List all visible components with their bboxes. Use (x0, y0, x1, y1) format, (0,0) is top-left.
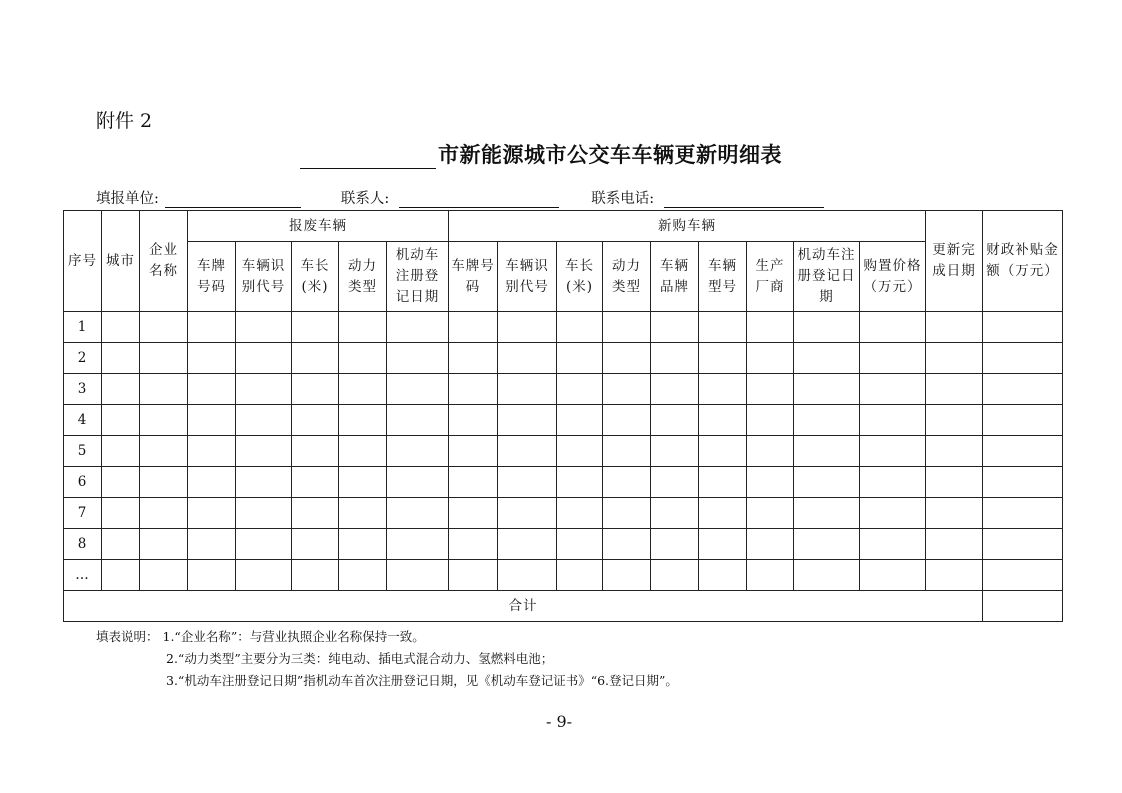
row-number: … (64, 560, 102, 591)
header-new-length: 车长(米) (557, 242, 603, 312)
header-update-date: 更新完成日期 (926, 211, 983, 312)
table-cell[interactable] (651, 405, 699, 436)
table-cell[interactable] (860, 312, 926, 343)
table-row (64, 374, 1063, 405)
row-number: 2 (64, 343, 102, 374)
table-cell[interactable] (498, 374, 557, 405)
table-cell[interactable] (557, 498, 603, 529)
table-cell[interactable] (102, 498, 140, 529)
table-cell[interactable] (699, 374, 747, 405)
table-cell[interactable] (699, 498, 747, 529)
note-item-3: 3.“机动车注册登记日期”指机动车首次注册登记日期，见《机动车登记证书》“6.登记日期”。 (166, 673, 678, 688)
table-cell[interactable] (449, 405, 498, 436)
table-cell[interactable] (449, 436, 498, 467)
header-scrapped-plate: 车牌号码 (188, 242, 236, 312)
table-cell[interactable] (926, 343, 983, 374)
table-cell[interactable] (603, 436, 651, 467)
table-cell[interactable] (449, 343, 498, 374)
table-cell[interactable] (387, 467, 449, 498)
table-cell[interactable] (498, 436, 557, 467)
table-cell[interactable] (102, 467, 140, 498)
table-cell[interactable] (699, 529, 747, 560)
table-cell[interactable] (339, 312, 387, 343)
table-cell[interactable] (860, 436, 926, 467)
document-title (300, 139, 782, 169)
table-cell[interactable] (387, 343, 449, 374)
table-cell[interactable] (339, 374, 387, 405)
table-cell[interactable] (603, 498, 651, 529)
table-cell[interactable] (449, 374, 498, 405)
table-cell[interactable] (699, 436, 747, 467)
table-cell[interactable] (926, 405, 983, 436)
header-scrapped-length: 车长(米) (292, 242, 339, 312)
table-cell[interactable] (292, 467, 339, 498)
table-cell[interactable] (794, 560, 860, 591)
table-cell[interactable] (292, 312, 339, 343)
table-cell[interactable] (860, 467, 926, 498)
table-cell[interactable] (699, 467, 747, 498)
table-cell[interactable] (339, 343, 387, 374)
header-new-model: 车辆型号 (699, 242, 747, 312)
table-cell[interactable] (498, 498, 557, 529)
table-cell[interactable] (188, 374, 236, 405)
table-cell[interactable] (603, 560, 651, 591)
table-row (64, 467, 1063, 498)
title-blank-line (300, 142, 436, 169)
vehicle-update-table (63, 210, 1063, 622)
table-cell[interactable] (292, 560, 339, 591)
table-cell[interactable] (651, 498, 699, 529)
header-subsidy: 财政补贴金额（万元） (983, 211, 1063, 312)
table-cell[interactable] (983, 405, 1063, 436)
table-cell[interactable] (188, 436, 236, 467)
table-cell[interactable] (747, 436, 794, 467)
table-cell[interactable] (102, 405, 140, 436)
table-cell[interactable] (699, 312, 747, 343)
table-cell[interactable] (188, 467, 236, 498)
table-cell[interactable] (983, 498, 1063, 529)
table-cell[interactable] (387, 374, 449, 405)
table-cell[interactable] (860, 343, 926, 374)
table-cell[interactable] (557, 343, 603, 374)
table-cell[interactable] (557, 436, 603, 467)
table-cell[interactable] (926, 374, 983, 405)
header-scrapped-vin: 车辆识别代号 (236, 242, 292, 312)
table-cell[interactable] (449, 560, 498, 591)
table-row (64, 312, 1063, 343)
table-cell[interactable] (140, 343, 188, 374)
page-number: - 9- (546, 712, 573, 731)
contact-label: 联系人: (340, 191, 390, 207)
table-cell[interactable] (747, 312, 794, 343)
table-cell[interactable] (140, 467, 188, 498)
table-cell[interactable] (292, 405, 339, 436)
table-cell[interactable] (926, 436, 983, 467)
table-cell[interactable] (860, 374, 926, 405)
table-cell[interactable] (102, 343, 140, 374)
note-item-1: 1.“企业名称”：与营业执照企业名称保持一致。 (162, 629, 425, 644)
table-cell[interactable] (983, 560, 1063, 591)
table-cell[interactable] (603, 343, 651, 374)
table-cell[interactable] (140, 498, 188, 529)
table-cell[interactable] (339, 405, 387, 436)
row-number: 6 (64, 467, 102, 498)
table-cell[interactable] (498, 560, 557, 591)
table-cell[interactable] (140, 405, 188, 436)
row-number: 5 (64, 436, 102, 467)
table-cell[interactable] (188, 498, 236, 529)
table-cell[interactable] (449, 312, 498, 343)
unit-input[interactable] (165, 191, 301, 208)
table-cell[interactable] (699, 560, 747, 591)
table-cell[interactable] (794, 343, 860, 374)
table-cell[interactable] (339, 560, 387, 591)
table-cell[interactable] (926, 498, 983, 529)
header-group-scrapped: 报废车辆 (188, 211, 449, 242)
table-cell[interactable] (498, 312, 557, 343)
table-cell[interactable] (236, 405, 292, 436)
table-cell[interactable] (449, 529, 498, 560)
table-cell[interactable] (140, 374, 188, 405)
table-cell[interactable] (651, 560, 699, 591)
table-cell[interactable] (339, 436, 387, 467)
notes-prefix: 填表说明： (96, 629, 159, 644)
table-cell[interactable] (926, 560, 983, 591)
table-cell[interactable] (651, 529, 699, 560)
table-cell[interactable] (236, 467, 292, 498)
table-cell[interactable] (387, 312, 449, 343)
table-cell[interactable] (339, 467, 387, 498)
table-cell[interactable] (387, 498, 449, 529)
table-cell[interactable] (983, 467, 1063, 498)
table-cell[interactable] (387, 560, 449, 591)
table-cell[interactable] (140, 560, 188, 591)
table-cell[interactable] (449, 467, 498, 498)
table-cell[interactable] (292, 374, 339, 405)
attachment-label: 附件 2 (96, 110, 153, 132)
phone-input[interactable] (664, 191, 824, 208)
table-cell[interactable] (983, 343, 1063, 374)
table-cell[interactable] (387, 529, 449, 560)
table-cell[interactable] (926, 467, 983, 498)
table-cell[interactable] (747, 405, 794, 436)
table-cell[interactable] (498, 343, 557, 374)
table-cell[interactable] (603, 312, 651, 343)
table-cell[interactable] (794, 467, 860, 498)
header-new-plate: 车牌号码 (449, 242, 498, 312)
row-number: 1 (64, 312, 102, 343)
table-cell[interactable] (747, 529, 794, 560)
table-cell[interactable] (794, 374, 860, 405)
header-city: 城市 (102, 211, 140, 312)
row-number: 4 (64, 405, 102, 436)
table-cell[interactable] (236, 529, 292, 560)
table-cell[interactable] (603, 529, 651, 560)
header-seq: 序号 (64, 211, 102, 312)
table-row (64, 498, 1063, 529)
header-new-vin: 车辆识别代号 (498, 242, 557, 312)
table-cell[interactable] (140, 312, 188, 343)
unit-label: 填报单位: (96, 191, 159, 207)
table-cell[interactable] (747, 498, 794, 529)
table-row (64, 560, 1063, 591)
table-row (64, 436, 1063, 467)
fill-in-fields (96, 187, 824, 208)
table-cell[interactable] (449, 498, 498, 529)
table-cell[interactable] (651, 343, 699, 374)
table-cell[interactable] (983, 312, 1063, 343)
header-scrapped-power: 动力类型 (339, 242, 387, 312)
table-cell[interactable] (339, 529, 387, 560)
table-row (64, 529, 1063, 560)
table-cell[interactable] (292, 498, 339, 529)
row-number: 7 (64, 498, 102, 529)
header-new-reg-date: 机动车注册登记日期 (794, 242, 860, 312)
table-cell[interactable] (557, 405, 603, 436)
total-row (64, 591, 1063, 622)
table-cell[interactable] (860, 560, 926, 591)
header-scrapped-reg-date: 机动车注册登记日期 (387, 242, 449, 312)
header-company: 企业名称 (140, 211, 188, 312)
table-cell[interactable] (557, 374, 603, 405)
table-cell[interactable] (236, 498, 292, 529)
row-number: 8 (64, 529, 102, 560)
table-cell[interactable] (603, 467, 651, 498)
total-subsidy-cell[interactable] (983, 591, 1063, 622)
table-body (64, 312, 1063, 591)
table-cell[interactable] (983, 374, 1063, 405)
table-cell[interactable] (498, 529, 557, 560)
table-cell[interactable] (747, 374, 794, 405)
table-cell[interactable] (699, 405, 747, 436)
table-cell[interactable] (557, 560, 603, 591)
table-cell[interactable] (236, 560, 292, 591)
phone-label: 联系电话: (591, 191, 655, 207)
total-label: 合计 (64, 591, 983, 622)
table-cell[interactable] (102, 312, 140, 343)
fill-notes (96, 626, 678, 692)
table-cell[interactable] (926, 312, 983, 343)
table-cell[interactable] (557, 312, 603, 343)
table-cell[interactable] (498, 467, 557, 498)
table-cell[interactable] (794, 436, 860, 467)
table-cell[interactable] (102, 374, 140, 405)
table-cell[interactable] (557, 529, 603, 560)
table-cell[interactable] (860, 498, 926, 529)
table-cell[interactable] (387, 405, 449, 436)
table-cell[interactable] (140, 529, 188, 560)
table-cell[interactable] (188, 405, 236, 436)
table-cell[interactable] (651, 374, 699, 405)
row-number: 3 (64, 374, 102, 405)
table-cell[interactable] (387, 436, 449, 467)
table-cell[interactable] (794, 312, 860, 343)
table-cell[interactable] (292, 529, 339, 560)
table-cell[interactable] (794, 498, 860, 529)
header-new-power: 动力类型 (603, 242, 651, 312)
table-row (64, 405, 1063, 436)
table-cell[interactable] (860, 405, 926, 436)
table-cell[interactable] (747, 467, 794, 498)
table-cell[interactable] (236, 312, 292, 343)
table-cell[interactable] (292, 343, 339, 374)
table-cell[interactable] (794, 405, 860, 436)
table-cell[interactable] (794, 529, 860, 560)
title-text: 市新能源城市公交车车辆更新明细表 (438, 142, 782, 167)
table-cell[interactable] (926, 529, 983, 560)
table-cell[interactable] (983, 529, 1063, 560)
table-cell[interactable] (557, 467, 603, 498)
table-cell[interactable] (188, 343, 236, 374)
header-group-new: 新购车辆 (449, 211, 926, 242)
table-cell[interactable] (747, 343, 794, 374)
table-cell[interactable] (188, 560, 236, 591)
table-row (64, 343, 1063, 374)
table-cell[interactable] (747, 560, 794, 591)
note-item-2: 2.“动力类型”主要分为三类：纯电动、插电式混合动力、氢燃料电池； (166, 651, 554, 666)
table-cell[interactable] (140, 436, 188, 467)
table-cell[interactable] (603, 374, 651, 405)
contact-input[interactable] (399, 191, 559, 208)
table-cell[interactable] (188, 312, 236, 343)
header-new-price: 购置价格（万元） (860, 242, 926, 312)
table-cell[interactable] (236, 436, 292, 467)
table-cell[interactable] (603, 405, 651, 436)
table-cell[interactable] (651, 467, 699, 498)
table-cell[interactable] (102, 560, 140, 591)
table-cell[interactable] (651, 436, 699, 467)
table-cell[interactable] (860, 529, 926, 560)
table-cell[interactable] (498, 405, 557, 436)
table-cell[interactable] (699, 343, 747, 374)
header-new-manufacturer: 生产厂商 (747, 242, 794, 312)
table-cell[interactable] (651, 312, 699, 343)
table-cell[interactable] (102, 529, 140, 560)
table-cell[interactable] (102, 436, 140, 467)
table-cell[interactable] (292, 436, 339, 467)
table-cell[interactable] (339, 498, 387, 529)
table-cell[interactable] (188, 529, 236, 560)
table-cell[interactable] (983, 436, 1063, 467)
header-new-brand: 车辆品牌 (651, 242, 699, 312)
table-cell[interactable] (236, 374, 292, 405)
table-cell[interactable] (236, 343, 292, 374)
